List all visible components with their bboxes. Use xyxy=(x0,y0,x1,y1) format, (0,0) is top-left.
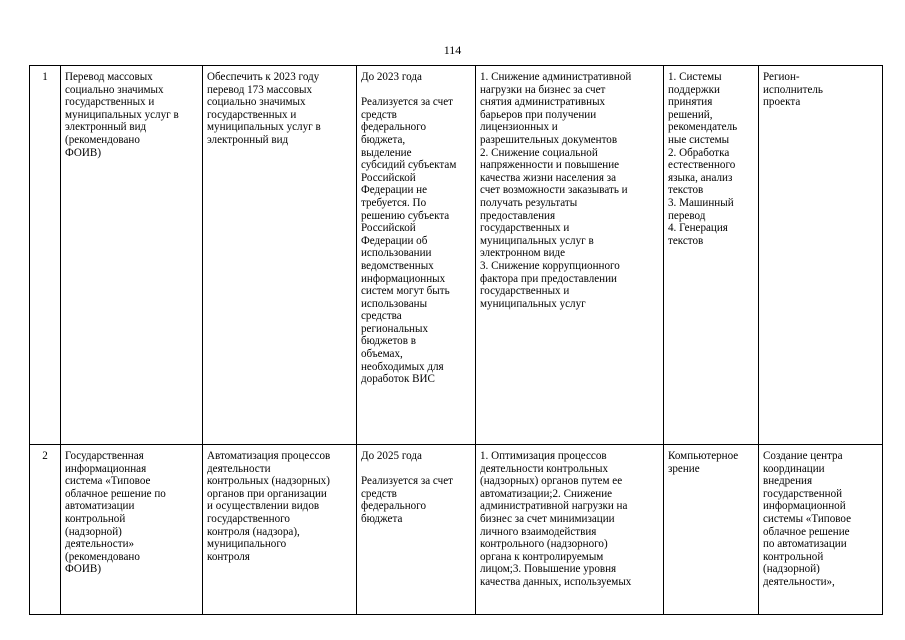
deadline-funding-cell: До 2023 года Реализуется за счет средств федерального бюджета, выделение субсидий субъектам Российской Федерации не требуется. По решению субъекта Российской Федерации об использовании ведомственных информационных систем могут быть использованы средства региональных бюджетов в объемах, необходимых для доработок ВИС xyxy=(357,66,476,445)
technologies-cell: Компьютерное зрение xyxy=(664,445,759,615)
project-goal-cell: Автоматизация процессов деятельности контрольных (надзорных) органов при организации и осуществлении видов государственного контроля (надзора), муниципального контроля xyxy=(203,445,357,615)
table-row xyxy=(30,66,883,445)
row-number-cell: 1 xyxy=(30,66,61,445)
page-number: 114 xyxy=(443,43,462,57)
table-row xyxy=(30,445,883,615)
deadline-funding-cell: До 2025 года Реализуется за счет средств федерального бюджета xyxy=(357,445,476,615)
project-goal-cell: Обеспечить к 2023 году перевод 173 массовых социально значимых государственных и муниципальных услуг в электронный вид xyxy=(203,66,357,445)
project-name-cell: Перевод массовых социально значимых государственных и муниципальных услуг в электронный вид (рекомендовано ФОИВ) xyxy=(61,66,203,445)
expected-effects-cell: 1. Снижение административной нагрузки на бизнес за счет снятия административных барьеров при получении лицензионных и разрешительных документов 2. Снижение социальной напряженности и повышение качества жизни населения за счет возможности заказывать и получать результаты предоставления государственных и муниципальных услуг в электронном виде 3. Снижение коррупционного фактора при предоставлении государственных и муниципальных услуг xyxy=(476,66,664,445)
row-number-cell: 2 xyxy=(30,445,61,615)
project-name-cell: Государственная информационная система «Типовое облачное решение по автоматизации контрольной (надзорной) деятельности» (рекомендовано ФОИВ) xyxy=(61,445,203,615)
measures-table xyxy=(29,65,883,615)
technologies-cell: 1. Системы поддержки принятия решений, рекомендатель ные системы 2. Обработка естественного языка, анализ текстов 3. Машинный перевод 4. Генерация текстов xyxy=(664,66,759,445)
expected-effects-cell: 1. Оптимизация процессов деятельности контрольных (надзорных) органов путем ее автоматизации;2. Снижение административной нагрузки на бизнес за счет минимизации личного взаимодействия контрольного (надзорного) органа к контролируемым лицом;3. Повышение уровня качества данных, используемых xyxy=(476,445,664,615)
executor-cell: Регион- исполнитель проекта xyxy=(759,66,883,445)
executor-cell: Создание центра координации внедрения государственной информационной системы «Типовое облачное решение по автоматизации контрольной (надзорной) деятельности», xyxy=(759,445,883,615)
